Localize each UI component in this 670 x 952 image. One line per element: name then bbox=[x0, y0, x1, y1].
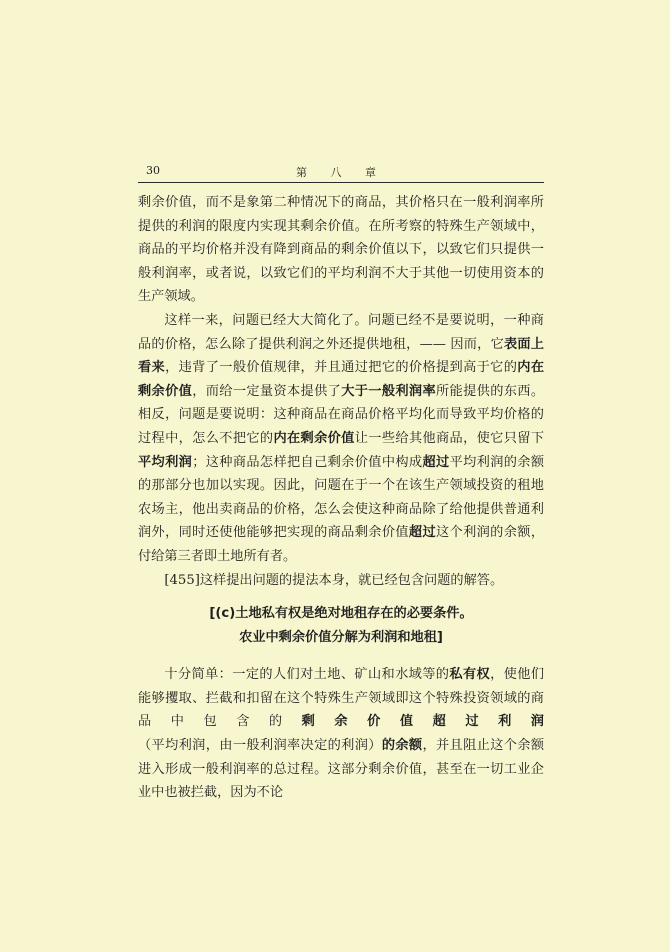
paragraph-3: [455]这样提出问题的提法本身，就已经包含问题的解答。 bbox=[164, 572, 504, 588]
emphasis: 平均利润 bbox=[138, 454, 193, 470]
text-span: 所能提供的东西。相反，问题是要说明：这种商品在商品价格平均化而导致平均价格的过程中，怎么不把它的 bbox=[138, 383, 545, 446]
text-span: 让一些给其他商品，使它只留下 bbox=[354, 430, 545, 446]
emphasis: 的余额 bbox=[381, 738, 423, 754]
section-heading bbox=[138, 602, 544, 649]
emphasis: 剩余价值超过利润 bbox=[301, 714, 544, 730]
text-span: 平均利润的余额的那部分也加以实现。因此，问题在于一个在该生产领域投资的租地农场主，他出卖商品的价格，怎么会使这种商品除了给他提供普通利润外，同时还使他能够把实现的商品剩余价值 bbox=[138, 454, 545, 541]
text-span: 这个利润的余额，付给第三者即土地所有者。 bbox=[138, 525, 545, 564]
section-heading-line-1: [(c)土地私有权是绝对地租存在的必要条件。 bbox=[209, 606, 473, 622]
emphasis: 表面上看来 bbox=[138, 336, 544, 376]
emphasis: 内在剩余价值 bbox=[273, 430, 355, 446]
text-span: ，使他们能够攫取、拦截和扣留在这个特殊生产领域即这个特殊投资领域的商品中包含的 bbox=[138, 667, 545, 730]
paragraph-2 bbox=[138, 309, 544, 569]
running-header bbox=[138, 160, 544, 183]
body-text bbox=[138, 191, 544, 805]
emphasis: 超过 bbox=[422, 454, 450, 470]
emphasis: 超过 bbox=[408, 525, 436, 541]
section-heading-line-2: 农业中剩余价值分解为利润和地租] bbox=[239, 629, 443, 645]
emphasis: 内在剩余价值 bbox=[138, 360, 545, 399]
chapter-title: 第 八 章 bbox=[296, 166, 386, 179]
text-span: 十分简单：一定的人们对土地、矿山和水域等的 bbox=[164, 667, 450, 683]
text-span: 这样一来，问题已经大大简化了。问题已经不是要说明，一种商品的价格，怎么除了提供利润之外还提供地租，—— 因而，它 bbox=[138, 312, 544, 352]
emphasis: 大于一般利润率 bbox=[341, 383, 437, 399]
book-page bbox=[138, 160, 544, 805]
paragraph-1: 剩余价值，而不是象第二种情况下的商品，其价格只在一般利润率所提供的利润的限度内实现其剩余价值。在所考察的特殊生产领域中，商品的平均价格并没有降到商品的剩余价值以下，以致它们只提供一般利润率，或者说，以致它们的平均利润不大于其他一切使用资本的生产领域。 bbox=[138, 195, 544, 305]
emphasis: 私有权 bbox=[449, 667, 491, 683]
paragraph-4 bbox=[138, 663, 544, 805]
text-span: ；这种商品怎样把自己剩余价值中构成 bbox=[192, 454, 423, 470]
text-span: ，并且阻止这个余额进入形成一般利润率的总过程。这部分剩余价值，甚至在一切工业企业中也被拦截，因为不论 bbox=[138, 738, 545, 801]
text-span: （平均利润，由一般利润率决定的利润） bbox=[138, 738, 382, 754]
text-span: ，违背了一般价值规律，并且通过把它的价格提到高于它的 bbox=[165, 360, 518, 376]
text-span: ，而给一定量资本提供了 bbox=[192, 383, 342, 399]
page-number: 30 bbox=[146, 164, 160, 177]
